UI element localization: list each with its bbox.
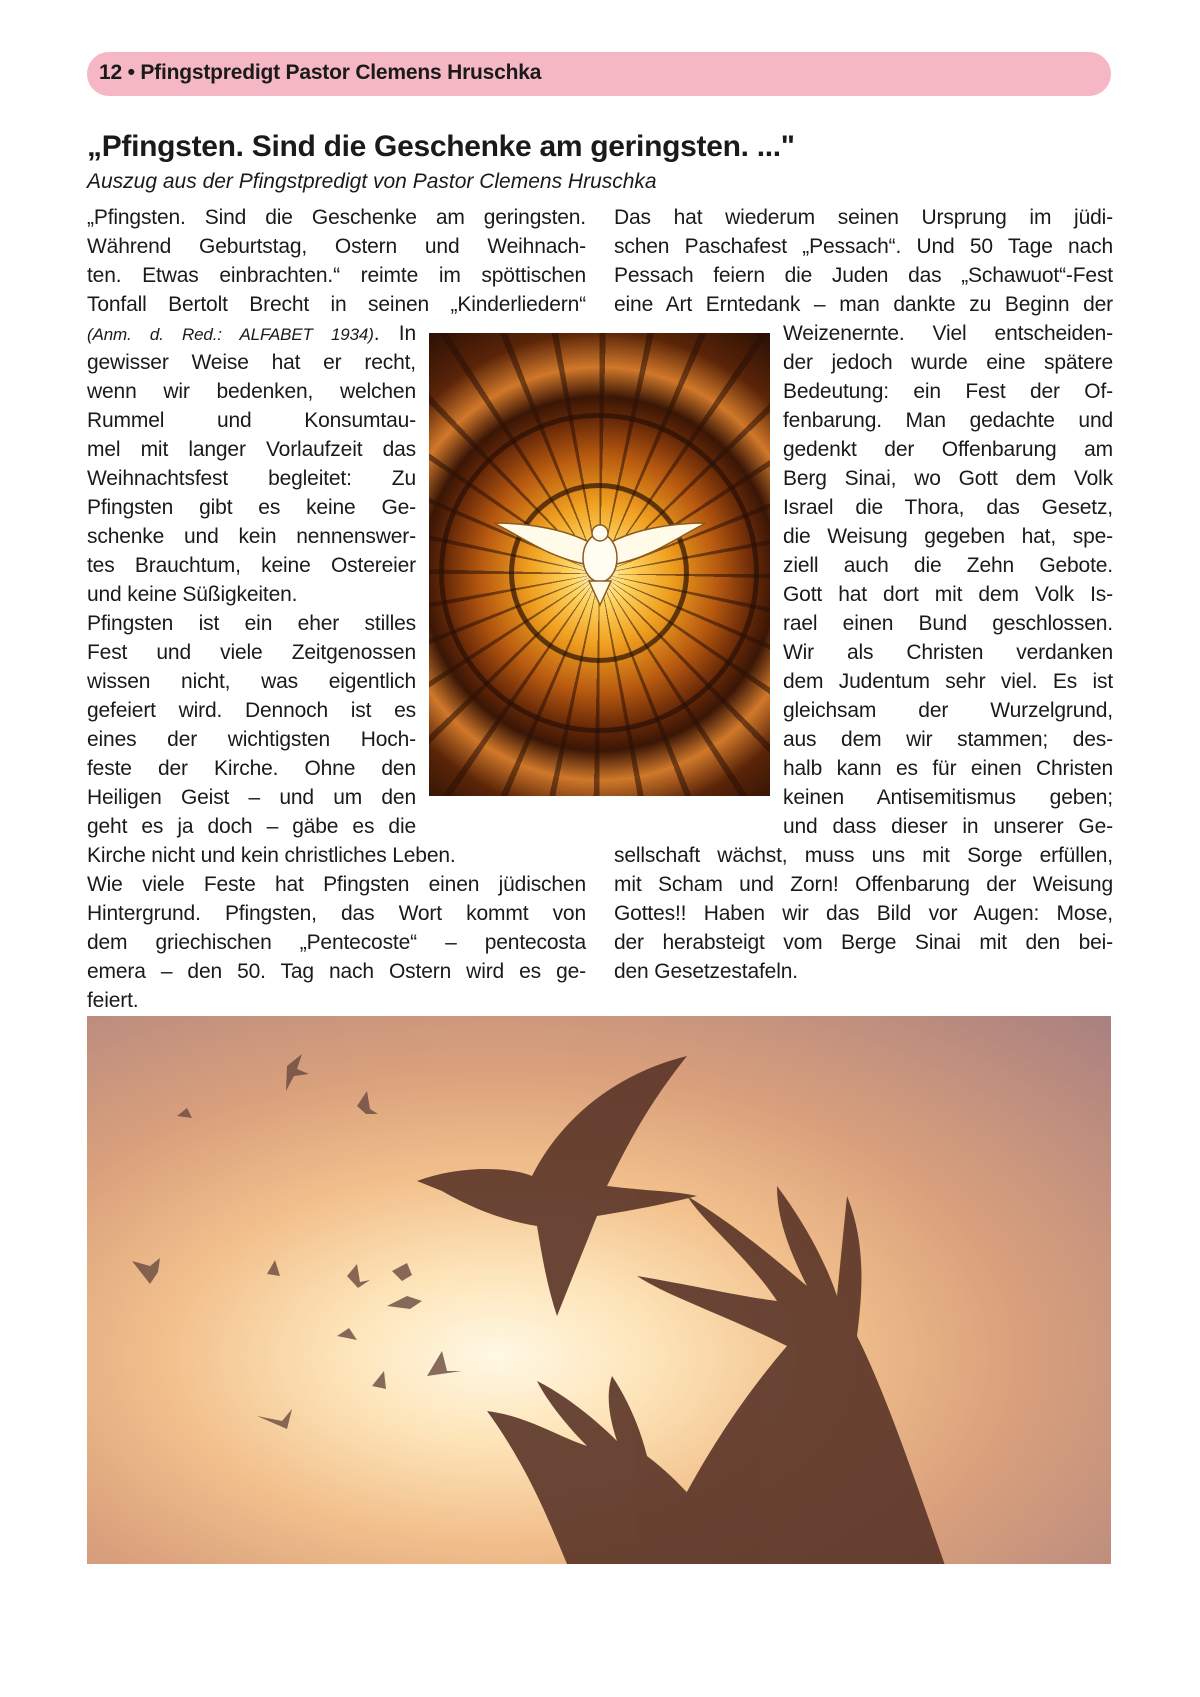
text-line: eines der wichtigsten Hoch- <box>87 728 416 751</box>
text-line: mit Scham und Zorn! Offenbarung der Weisung <box>614 873 1113 896</box>
text-line: gedenkt der Offenbarung am <box>783 438 1113 461</box>
stained-glass-dove-image <box>429 333 770 796</box>
text-line: und dass dieser in unserer Ge- <box>783 815 1113 838</box>
text-line: den Gesetzestafeln. <box>614 960 798 983</box>
text-line: wissen nicht, was eigentlich <box>87 670 416 693</box>
text-line: Israel die Thora, das Gesetz, <box>783 496 1113 519</box>
text-line: keinen Antisemitismus geben; <box>783 786 1113 809</box>
text-line: die Weisung gegeben hat, spe- <box>783 525 1113 548</box>
dove-silhouette-icon <box>417 1056 697 1316</box>
text-line: tes Brauchtum, keine Ostereier <box>87 554 416 577</box>
text-line: (Anm. d. Red.: ALFABET 1934). In <box>87 322 416 345</box>
text-line: fenbarung. Man gedachte und <box>783 409 1113 432</box>
text-line: Weihnachtsfest begleitet: Zu <box>87 467 416 490</box>
text-line: Hintergrund. Pfingsten, das Wort kommt von <box>87 902 586 925</box>
text-line: Heiligen Geist – und um den <box>87 786 416 809</box>
text-line: Wir als Christen verdanken <box>783 641 1113 664</box>
text-line: gefeiert wird. Dennoch ist es <box>87 699 416 722</box>
text-line: sellschaft wächst, muss uns mit Sorge erfüllen, <box>614 844 1113 867</box>
text-line: Berg Sinai, wo Gott dem Volk <box>783 467 1113 490</box>
page-header-bar <box>87 52 1111 96</box>
dove-icon <box>429 333 770 796</box>
text-line: Bedeutung: ein Fest der Of- <box>783 380 1113 403</box>
text-line: Gott hat dort mit dem Volk Is- <box>783 583 1113 606</box>
text-line: aus dem wir stammen; des- <box>783 728 1113 751</box>
doves-and-hands-photo <box>87 1016 1111 1564</box>
text-line: Kirche nicht und kein christliches Leben. <box>87 844 456 867</box>
text-line: Das hat wiederum seinen Ursprung im jüdi- <box>614 206 1113 229</box>
text-line: „Pfingsten. Sind die Geschenke am geringsten. <box>87 206 586 229</box>
text-line: Pfingsten ist ein eher stilles <box>87 612 416 635</box>
text-line: der herabsteigt vom Berge Sinai mit den bei- <box>614 931 1113 954</box>
text-line: geht es ja doch – gäbe es die <box>87 815 416 838</box>
text-line: Tonfall Bertolt Brecht in seinen „Kinderliedern“ <box>87 293 586 316</box>
text-line: rael einen Bund geschlossen. <box>783 612 1113 635</box>
text-line: feste der Kirche. Ohne den <box>87 757 416 780</box>
text-line: mel mit langer Vorlaufzeit das <box>87 438 416 461</box>
text-line: Gottes!! Haben wir das Bild vor Augen: Mose, <box>614 902 1113 925</box>
text-line: Weizenernte. Viel entscheiden- <box>783 322 1113 345</box>
text-line: gewisser Weise hat er recht, <box>87 351 416 374</box>
text-line: und keine Süßigkeiten. <box>87 583 298 606</box>
text-line: Fest und viele Zeitgenossen <box>87 641 416 664</box>
text-line: halb kann es für einen Christen <box>783 757 1113 780</box>
text-line: Wie viele Feste hat Pfingsten einen jüdischen <box>87 873 586 896</box>
text-line: der jedoch wurde eine spätere <box>783 351 1113 374</box>
text-line: Während Geburtstag, Ostern und Weihnach- <box>87 235 586 258</box>
text-line: dem Judentum sehr viel. Es ist <box>783 670 1113 693</box>
text-line: Rummel und Konsumtau- <box>87 409 416 432</box>
text-line: eine Art Erntedank – man dankte zu Beginn der <box>614 293 1113 316</box>
editor-note: (Anm. d. Red.: ALFABET 1934) <box>87 325 374 344</box>
text-line: gleichsam der Wurzelgrund, <box>783 699 1113 722</box>
text-line: emera – den 50. Tag nach Ostern wird es ge- <box>87 960 586 983</box>
text-line: wenn wir bedenken, welchen <box>87 380 416 403</box>
article-subtitle: Auszug aus der Pfingstpredigt von Pastor Clemens Hruschka <box>87 170 657 193</box>
text-line: schenke und kein nennenswer- <box>87 525 416 548</box>
page-header-text: 12 • Pfingstpredigt Pastor Clemens Hruschka <box>99 61 542 84</box>
small-birds <box>132 1054 462 1429</box>
text-line: schen Paschafest „Pessach“. Und 50 Tage nach <box>614 235 1113 258</box>
text-line: ten. Etwas einbrachten.“ reimte im spöttischen <box>87 264 586 287</box>
article-title: „Pfingsten. Sind die Geschenke am geringsten. ..." <box>87 130 795 163</box>
text-line: Pessach feiern die Juden das „Schawuot“-Fest <box>614 264 1113 287</box>
text-line: dem griechischen „Pentecoste“ – pentecosta <box>87 931 586 954</box>
text-line: feiert. <box>87 989 139 1012</box>
text-line: Pfingsten gibt es keine Ge- <box>87 496 416 519</box>
text-line: ziell auch die Zehn Gebote. <box>783 554 1113 577</box>
silhouettes <box>87 1016 1111 1564</box>
